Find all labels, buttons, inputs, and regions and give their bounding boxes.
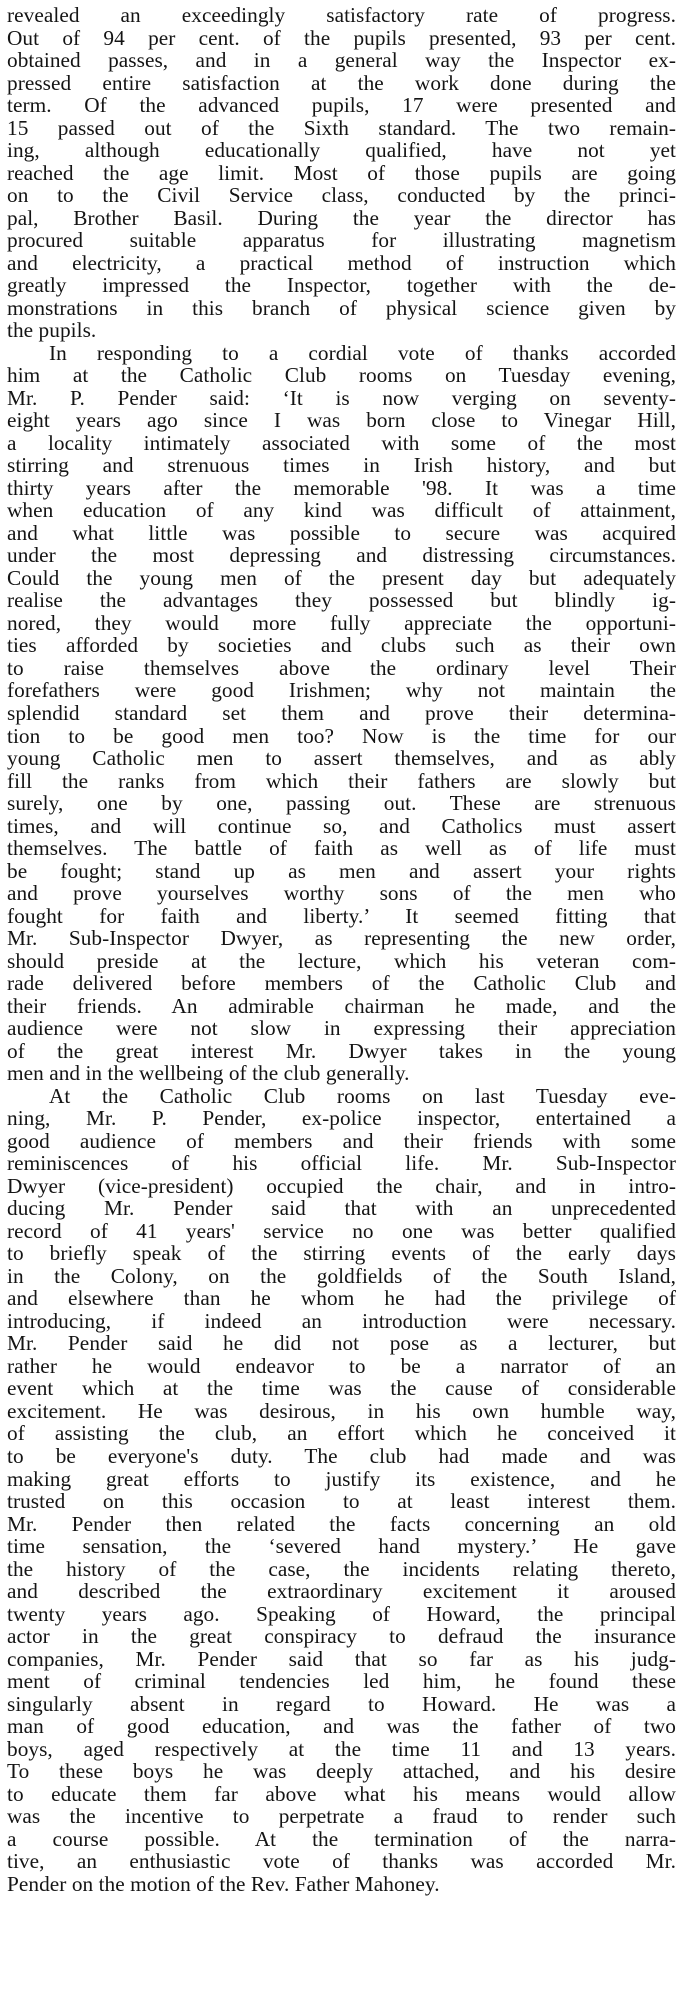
text-line: rade delivered before members of the Catholic Club and bbox=[7, 971, 676, 996]
text-line: Mr. Pender said he did not pose as a lecturer, but bbox=[7, 1331, 676, 1356]
text-line: record of 41 years' service no one was better qualified bbox=[7, 1218, 676, 1243]
text-line: forefathers were good Irishmen; why not maintain the bbox=[7, 678, 676, 703]
text-line: and elsewhere than he whom he had the privilege of bbox=[7, 1286, 676, 1311]
text-line: Mr. Sub-Inspector Dwyer, as representing the new order, bbox=[7, 926, 676, 951]
text-line: procured suitable apparatus for illustrating magnetism bbox=[7, 228, 676, 253]
text-line: tive, an enthusiastic vote of thanks was accorded Mr. bbox=[7, 1849, 676, 1874]
text-line: and described the extraordinary excitement it aroused bbox=[7, 1579, 676, 1604]
article-paragraph bbox=[7, 1085, 676, 1896]
text-line: Mr. Pender then related the facts concerning an old bbox=[7, 1511, 676, 1536]
text-line: boys, aged respectively at the time 11 and 13 years. bbox=[7, 1736, 676, 1761]
text-line: fought for faith and liberty.’ It seemed fitting that bbox=[7, 903, 676, 928]
text-line: trusted on this occasion to at least interest them. bbox=[7, 1489, 676, 1514]
text-line: ducing Mr. Pender said that with an unprecedented bbox=[7, 1196, 676, 1221]
text-line: revealed an exceedingly satisfactory rate of progress. bbox=[7, 3, 676, 27]
text-line: ning, Mr. P. Pender, ex-police inspector, entertained a bbox=[7, 1106, 676, 1131]
text-line: ment of criminal tendencies led him, he found these bbox=[7, 1669, 676, 1694]
text-line: 15 passed out of the Sixth standard. The two remain- bbox=[7, 115, 676, 140]
text-line: ing, although educationally qualified, have not yet bbox=[7, 138, 676, 163]
text-line: a course possible. At the termination of the narra- bbox=[7, 1826, 676, 1851]
text-line: obtained passes, and in a general way the Inspector ex- bbox=[7, 48, 676, 73]
text-line: companies, Mr. Pender said that so far as his judg- bbox=[7, 1646, 676, 1671]
text-line: tion to be good men too? Now is the time for our bbox=[7, 723, 676, 748]
text-line: themselves. The battle of faith as well as of life must bbox=[7, 836, 676, 861]
text-line: fill the ranks from which their fathers are slowly but bbox=[7, 768, 676, 793]
text-line: men and in the wellbeing of the club generally. bbox=[7, 1061, 410, 1086]
text-line: To these boys he was deeply attached, and his desire bbox=[7, 1759, 676, 1784]
text-line: At the Catholic Club rooms on last Tuesday eve- bbox=[49, 1083, 676, 1108]
text-line: pal, Brother Basil. During the year the director has bbox=[7, 205, 676, 230]
text-line: of the great interest Mr. Dwyer takes in the young bbox=[7, 1038, 676, 1063]
text-line: when education of any kind was difficult of attainment, bbox=[7, 498, 676, 523]
text-line: their friends. An admirable chairman he made, and the bbox=[7, 993, 676, 1018]
text-line: stirring and strenuous times in Irish history, and but bbox=[7, 453, 676, 478]
text-line: young Catholic men to assert themselves, and as ably bbox=[7, 746, 676, 771]
text-line: good audience of members and their friends with some bbox=[7, 1128, 676, 1153]
text-line: pressed entire satisfaction at the work done during the bbox=[7, 70, 676, 95]
text-line: of assisting the club, an effort which he conceived it bbox=[7, 1421, 676, 1446]
text-line: reminiscences of his official life. Mr. Sub-Inspector bbox=[7, 1151, 676, 1176]
text-line: to raise themselves above the ordinary level Their bbox=[7, 655, 676, 680]
text-line: eight years ago since I was born close to Vinegar Hill, bbox=[7, 408, 676, 433]
text-line: times, and will continue so, and Catholics must assert bbox=[7, 813, 676, 838]
text-line: to educate them far above what his means would allow bbox=[7, 1781, 676, 1806]
text-line: Out of 94 per cent. of the pupils presented, 93 per cent. bbox=[7, 25, 676, 50]
text-line: rather he would endeavor to be a narrator of an bbox=[7, 1353, 676, 1378]
text-line: event which at the time was the cause of considerable bbox=[7, 1376, 676, 1401]
text-line: be fought; stand up as men and assert your rights bbox=[7, 858, 676, 883]
text-line: under the most depressing and distressing circumstances. bbox=[7, 543, 676, 568]
text-line: the history of the case, the incidents relating thereto, bbox=[7, 1556, 676, 1581]
text-line: excitement. He was desirous, in his own humble way, bbox=[7, 1398, 676, 1423]
text-line: monstrations in this branch of physical science given by bbox=[7, 295, 676, 320]
text-line: Pender on the motion of the Rev. Father Mahoney. bbox=[7, 1871, 440, 1896]
text-line: a locality intimately associated with some of the most bbox=[7, 430, 676, 455]
text-line: was the incentive to perpetrate a fraud to render such bbox=[7, 1804, 676, 1829]
text-line: to be everyone's duty. The club had made and was bbox=[7, 1444, 676, 1468]
text-line: splendid standard set them and prove their determina- bbox=[7, 700, 676, 725]
text-line: realise the advantages they possessed but blindly ig- bbox=[7, 588, 676, 613]
text-line: greatly impressed the Inspector, together with the de- bbox=[7, 273, 676, 298]
text-line: Dwyer (vice-president) occupied the chair, and in intro- bbox=[7, 1173, 676, 1198]
text-line: on to the Civil Service class, conducted by the princi- bbox=[7, 183, 676, 208]
text-line: actor in the great conspiracy to defraud the insurance bbox=[7, 1624, 676, 1649]
text-line: surely, one by one, passing out. These are strenuous bbox=[7, 791, 676, 816]
text-line: nored, they would more fully appreciate the opportuni- bbox=[7, 610, 676, 635]
text-line: twenty years ago. Speaking of Howard, the principal bbox=[7, 1601, 676, 1626]
text-line: him at the Catholic Club rooms on Tuesday evening, bbox=[7, 363, 676, 388]
text-line: reached the age limit. Most of those pupils are going bbox=[7, 160, 676, 185]
text-line: in the Colony, on the goldfields of the South Island, bbox=[7, 1263, 676, 1288]
text-line: and what little was possible to secure was acquired bbox=[7, 520, 676, 545]
text-line: singularly absent in regard to Howard. He was a bbox=[7, 1691, 676, 1716]
text-line: time sensation, the ‘severed hand mystery.’ He gave bbox=[7, 1534, 676, 1559]
text-line: making great efforts to justify its existence, and he bbox=[7, 1466, 676, 1491]
text-line: Could the young men of the present day but adequately bbox=[7, 565, 676, 590]
article-paragraph bbox=[7, 342, 676, 1085]
text-line: the pupils. bbox=[7, 318, 97, 343]
text-line: man of good education, and was the father of two bbox=[7, 1714, 676, 1739]
text-line: ties afforded by societies and clubs such as their own bbox=[7, 633, 676, 658]
text-line: Mr. P. Pender said: ‘It is now verging on seventy- bbox=[7, 385, 676, 410]
text-line: and prove yourselves worthy sons of the men who bbox=[7, 881, 676, 906]
text-line: In responding to a cordial vote of thanks accorded bbox=[49, 340, 676, 365]
text-line: and electricity, a practical method of instruction which bbox=[7, 250, 676, 275]
article-paragraph bbox=[7, 4, 676, 342]
text-line: should preside at the lecture, which his veteran com- bbox=[7, 948, 676, 973]
text-line: to briefly speak of the stirring events of the early days bbox=[7, 1241, 676, 1266]
text-line: audience were not slow in expressing their appreciation bbox=[7, 1016, 676, 1041]
text-line: term. Of the advanced pupils, 17 were presented and bbox=[7, 93, 676, 118]
text-line: introducing, if indeed an introduction were necessary. bbox=[7, 1308, 676, 1333]
text-line: thirty years after the memorable '98. It was a time bbox=[7, 475, 676, 500]
